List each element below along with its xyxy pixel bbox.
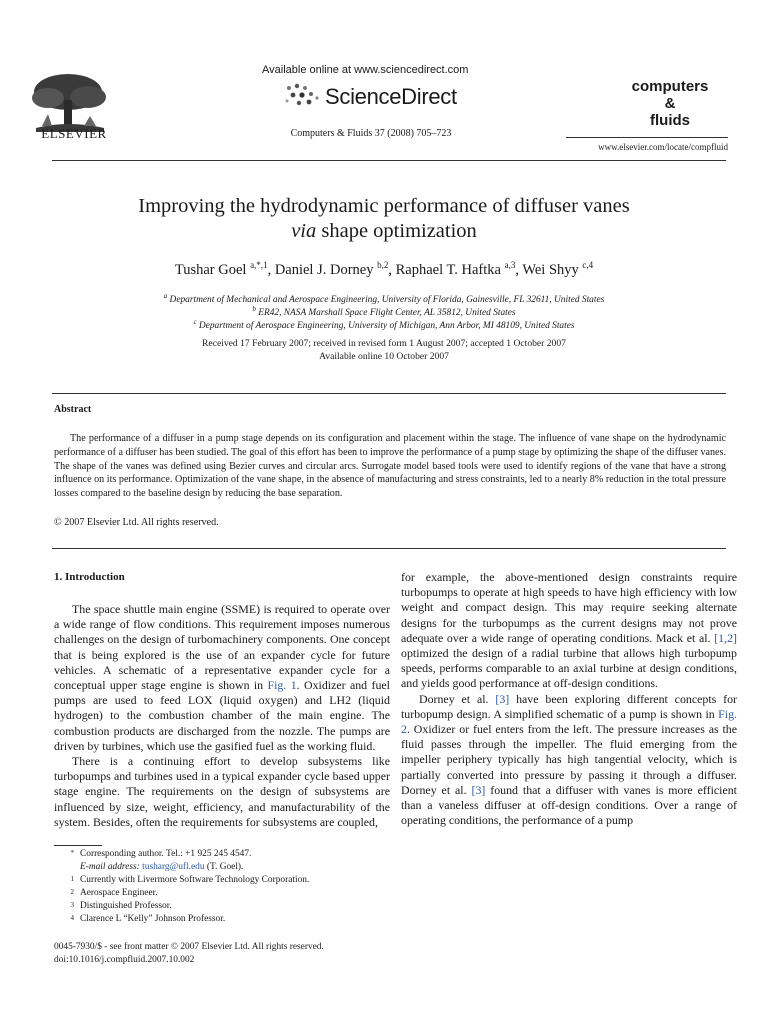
- affiliation-mark: c: [193, 318, 197, 326]
- figure-link[interactable]: Fig. 2: [401, 706, 737, 737]
- figure-link[interactable]: Fig. 1: [267, 678, 297, 693]
- reference-link[interactable]: [3]: [495, 691, 510, 706]
- abstract-bottom-divider: [52, 548, 726, 549]
- author-name: Wei Shyy: [522, 261, 579, 278]
- reference-link[interactable]: [1,2]: [714, 630, 737, 645]
- footnote-3: [54, 900, 390, 913]
- paragraph-text: The space shuttle main engine (SSME) is required to operate over a wide range of flow conditions. This requirement imposes numerous challenges on the design of turbomachinery components. One concept that is being explored is the use of an expander cycle for future vehicles. A schematic of a representative expander cycle for a conceptual upper stage engine is shown in: [54, 602, 390, 693]
- sciencedirect-dots-icon: [283, 82, 323, 110]
- footnote-2: [54, 887, 390, 900]
- affiliation-text: ER42, NASA Marshall Space Flight Center, AL 35812, United States: [258, 308, 516, 319]
- footnote-email: [54, 861, 390, 874]
- author-separator: ,: [515, 261, 523, 278]
- sciencedirect-logo-text: ScienceDirect: [325, 84, 457, 109]
- footnote-mark: 1: [70, 875, 74, 883]
- publisher-name: ELSEVIER: [41, 126, 107, 141]
- journal-reference: Computers & Fluids 37 (2008) 705–723: [290, 128, 452, 139]
- footnote-1: [54, 874, 390, 887]
- footnote-text: Clarence L “Kelly” Johnson Professor.: [80, 914, 226, 924]
- author-separator: ,: [388, 261, 396, 278]
- journal-logo-divider: [566, 137, 728, 138]
- abstract-body: [54, 432, 726, 501]
- received-dates: Received 17 February 2007; received in revised form 1 August 2007; accepted 1 October 2007: [202, 338, 566, 349]
- paragraph-text: Dorney et al.: [419, 691, 496, 706]
- author-name: Tushar Goel: [174, 261, 247, 278]
- footnote-text: Aerospace Engineer.: [80, 888, 158, 898]
- article-title: [60, 194, 708, 244]
- journal-url: www.elsevier.com/locate/compfluid: [598, 142, 728, 152]
- issn-line: 0045-7930/$ - see front matter © 2007 Elsevier Ltd. All rights reserved.: [54, 942, 324, 952]
- author-affiliation-marks: a,*,1: [250, 260, 268, 270]
- intro-paragraph-1: [54, 602, 390, 754]
- affiliation-mark: b: [252, 305, 256, 313]
- affiliation-mark: a: [163, 292, 168, 300]
- paragraph-text: . Oxidizer or fuel enters from the left. The pressure increases as the fluid passes through the impeller. The fluid emerging from the impeller periphery typically has high tangential velocity, which is partially converted into pressure by passing it through a diffuser. Dorney et al.: [401, 722, 737, 797]
- author-affiliation-marks: b,2: [377, 260, 389, 270]
- affiliation-b: [60, 305, 708, 318]
- email-label: E-mail address:: [80, 862, 140, 872]
- paragraph-text: for example, the above-mentioned design constraints require turbopumps to operate at high speeds to have high efficiency with low weight and compact design. This may require seeking alternate designs for the turbopumps as the current designs may not prove adequate over a wide range of operating conditions. Mack et al.: [401, 570, 737, 645]
- paragraph-text: found that a diffuser with vanes is more efficient than a vaneless diffuser at off-design conditions. Over a range of operating conditions, the performance of a pump: [401, 782, 737, 828]
- paragraph-text: optimized the design of a radial turbine that allows high turbopump speeds, performs comparable to an axial turbine at design conditions, and yields good performance at off-design conditions.: [401, 646, 737, 691]
- footnotes: [54, 848, 390, 926]
- footnote-mark: 3: [70, 901, 74, 909]
- affiliation-c: [60, 318, 708, 331]
- author-name: Daniel J. Dorney: [274, 261, 374, 278]
- journal-logo-line: computers: [631, 78, 709, 95]
- intro-paragraph-2-continued: [401, 570, 737, 692]
- footnote-4: [54, 913, 390, 926]
- affiliation-text: Department of Mechanical and Aerospace Engineering, University of Florida, Gainesville, FL 32611, United States: [169, 295, 605, 306]
- footnote-corresponding: * Corresponding author. Tel.: +1 925 245 4547.: [70, 849, 252, 859]
- footnote-divider: [54, 845, 102, 846]
- author-affiliation-marks: a,3: [504, 260, 516, 270]
- intro-paragraph-3: [401, 692, 737, 829]
- footnote-text: Distinguished Professor.: [80, 901, 172, 911]
- abstract-top-divider: [52, 393, 726, 394]
- abstract-heading: Abstract: [54, 404, 92, 415]
- paragraph-text: . Oxidizer and fuel pumps are used to feed LOX (liquid oxygen) and LH2 (liquid hydrogen) to the combustion chamber of the main engine. The combustion products are discharged from the nozzle. The pumps are driven by turbines, which use the gasified fuel as the working fluid.: [54, 678, 390, 753]
- available-online-date: Available online 10 October 2007: [319, 351, 449, 362]
- journal-logo-line: fluids: [650, 112, 690, 129]
- article-dates: [60, 337, 708, 363]
- abstract-text: The performance of a diffuser in a pump stage depends on its configuration and placement within the stage. The influence of vane shape on the hydrodynamic performance of a diffuser has been studied. The goal of this effort has been to improve the performance of a pump stage by optimizing the shape of the diffuser vanes. The shape of the vanes was defined using Bezier curves and circular arcs. Surrogate model based tools were used to identify regions of the vane that have a strong influence on its performance. Optimization of the vane shape, in the absence of manufacturing and stress constraints, led to a nearly 8% reduction in the total pressure losses compared to the baseline design by reducing the base separation.: [54, 433, 726, 500]
- footnote-text: Currently with Livermore Software Technology Corporation.: [80, 875, 310, 885]
- title-line-2: [60, 219, 708, 244]
- footnote-mark: 4: [70, 914, 74, 922]
- email-suffix: (T. Goel).: [204, 862, 244, 872]
- doi-line: doi:10.1016/j.compfluid.2007.10.002: [54, 955, 195, 965]
- footnote-mark: 2: [70, 888, 74, 896]
- journal-logo-line: &: [664, 95, 676, 112]
- author-separator: ,: [267, 261, 275, 278]
- section-heading: 1. Introduction: [54, 571, 125, 583]
- footnote-text: Corresponding author. Tel.: +1 925 245 4547.: [80, 849, 252, 859]
- abstract-copyright: © 2007 Elsevier Ltd. All rights reserved.: [54, 517, 219, 528]
- paragraph-text: have been exploring different concepts for turbopump design. A simplified schematic of a pump is shown in: [401, 691, 737, 721]
- author-name: Raphael T. Haftka: [395, 261, 501, 278]
- author-list: [60, 260, 708, 279]
- title-line-2-rest: shape optimization: [316, 220, 477, 242]
- affiliation-a: [60, 292, 708, 305]
- reference-link[interactable]: [3]: [471, 782, 486, 797]
- title-italic-word: via: [291, 220, 317, 242]
- journal-logo: [612, 78, 728, 129]
- email-link[interactable]: tusharg@ufl.edu: [142, 862, 205, 872]
- available-online-text: Available online at www.sciencedirect.com: [262, 64, 469, 76]
- front-matter-info: [54, 941, 324, 967]
- right-column: [401, 570, 737, 828]
- title-line-1: Improving the hydrodynamic performance of diffuser vanes: [138, 195, 630, 217]
- intro-paragraph-2: [54, 754, 390, 830]
- affiliation-text: Department of Aerospace Engineering, University of Michigan, Ann Arbor, MI 48109, United States: [198, 321, 575, 332]
- header-divider: [52, 160, 726, 161]
- paragraph-text: There is a continuing effort to develop subsystems like turbopumps and turbines used in a typical expander cycle based upper stage engine. The requirements on the design of subsystems are influenced by size, weight, efficiency, and manufacturability of the system. Besides, often the requirements for subsystems are coupled,: [54, 754, 390, 829]
- author-affiliation-marks: c,4: [582, 260, 594, 270]
- left-column: [54, 602, 390, 830]
